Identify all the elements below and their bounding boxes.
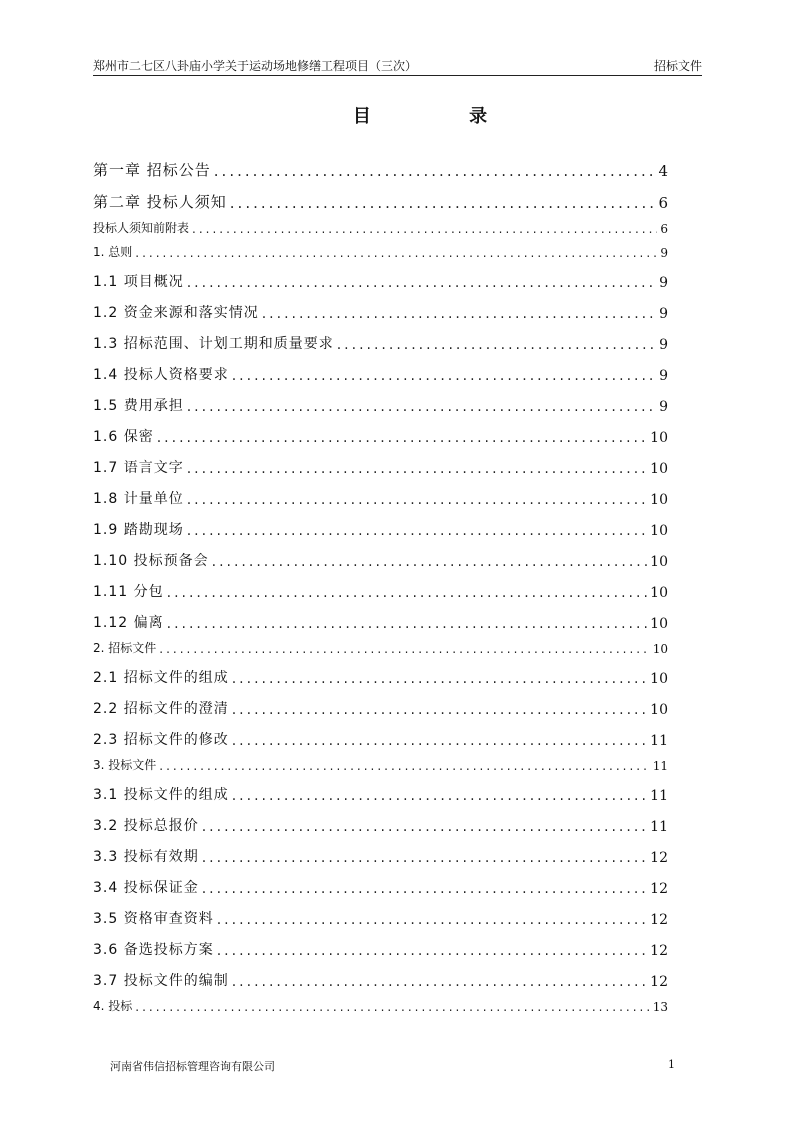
toc-dot-leader — [217, 943, 647, 959]
toc-entry-page: 10 — [652, 642, 668, 656]
toc-entry[interactable] — [93, 835, 668, 866]
toc-entry[interactable] — [93, 446, 668, 477]
toc-dot-leader — [232, 733, 647, 749]
toc-entry-label: 1.12 偏离 — [93, 615, 164, 631]
toc-entry-label: 1.5 费用承担 — [93, 398, 184, 414]
toc-entry[interactable] — [93, 322, 668, 353]
toc-entry-label: 1.2 资金来源和落实情况 — [93, 305, 259, 321]
toc-entry[interactable] — [93, 353, 668, 384]
toc-entry-label: 1.9 踏勘现场 — [93, 522, 184, 538]
toc-entry[interactable] — [93, 415, 668, 446]
toc-entry-page: 9 — [659, 399, 668, 415]
toc-entry-page: 10 — [650, 554, 668, 570]
toc-entry-page: 11 — [650, 788, 668, 804]
toc-entry-page: 12 — [650, 881, 668, 897]
toc-entry-label: 1.10 投标预备会 — [93, 553, 209, 569]
toc-entry-page: 11 — [650, 819, 668, 835]
toc-entry[interactable] — [93, 656, 668, 687]
toc-dot-leader — [187, 275, 656, 291]
toc-dot-leader — [232, 702, 647, 718]
toc-entry-label: 3.1 投标文件的组成 — [93, 787, 229, 803]
toc-dot-leader — [192, 222, 657, 236]
toc-entry-page: 10 — [650, 585, 668, 601]
toc-entry-page: 9 — [659, 275, 668, 291]
toc-entry-page: 10 — [650, 461, 668, 477]
toc-entry-label: 1.8 计量单位 — [93, 491, 184, 507]
toc-entry-label: 4. 投标 — [93, 999, 133, 1013]
toc-entry[interactable] — [93, 508, 668, 539]
toc-title: 目 录 — [352, 106, 534, 127]
toc-dot-leader — [232, 368, 656, 384]
toc-entry-page: 12 — [650, 974, 668, 990]
toc-entry[interactable] — [93, 570, 668, 601]
header-project-name: 郑州市二七区八卦庙小学关于运动场地修缮工程项目（三次） — [93, 59, 418, 73]
toc-entry-label: 3.2 投标总报价 — [93, 818, 199, 834]
table-of-contents — [93, 148, 668, 1014]
footer-company: 河南省伟信招标管理咨询有限公司 — [110, 1060, 275, 1073]
toc-dot-leader — [167, 616, 648, 632]
toc-entry-page: 12 — [650, 912, 668, 928]
toc-entry-page: 9 — [659, 337, 668, 353]
toc-entry-page: 13 — [652, 1000, 668, 1014]
toc-dot-leader — [187, 492, 647, 508]
toc-entry-label: 投标人须知前附表 — [93, 221, 190, 235]
toc-entry-label: 1.3 招标范围、计划工期和质量要求 — [93, 336, 334, 352]
toc-dot-leader — [232, 788, 647, 804]
toc-entry-label: 3.5 资格审查资料 — [93, 911, 214, 927]
toc-entry-page: 6 — [660, 222, 668, 236]
toc-entry-page: 10 — [650, 671, 668, 687]
toc-entry-label: 2.1 招标文件的组成 — [93, 670, 229, 686]
toc-entry-label: 3.3 投标有效期 — [93, 849, 199, 865]
toc-entry-page: 4 — [658, 162, 668, 180]
toc-entry[interactable] — [93, 260, 668, 291]
toc-entry-label: 1. 总则 — [93, 245, 133, 259]
toc-entry-page: 10 — [650, 430, 668, 446]
page-header — [93, 57, 702, 76]
toc-entry[interactable] — [93, 601, 668, 632]
toc-entry[interactable] — [93, 539, 668, 570]
toc-entry[interactable] — [93, 928, 668, 959]
toc-entry-page: 9 — [659, 306, 668, 322]
toc-entry[interactable] — [93, 749, 668, 773]
toc-entry-label: 3. 投标文件 — [93, 758, 157, 772]
toc-dot-leader — [337, 337, 656, 353]
toc-entry-label: 1.11 分包 — [93, 584, 164, 600]
toc-entry[interactable] — [93, 148, 668, 180]
toc-entry[interactable] — [93, 632, 668, 656]
toc-dot-leader — [212, 554, 648, 570]
toc-dot-leader — [230, 194, 656, 212]
toc-dot-leader — [167, 585, 648, 601]
toc-dot-leader — [202, 819, 647, 835]
toc-entry-label: 2.3 招标文件的修改 — [93, 732, 229, 748]
toc-entry[interactable] — [93, 384, 668, 415]
toc-entry-label: 第二章 投标人须知 — [93, 193, 227, 211]
toc-dot-leader — [135, 246, 657, 260]
toc-entry[interactable] — [93, 866, 668, 897]
toc-dot-leader — [217, 912, 647, 928]
toc-entry[interactable] — [93, 897, 668, 928]
toc-entry-label: 2. 招标文件 — [93, 641, 157, 655]
toc-dot-leader — [202, 881, 647, 897]
toc-entry-label: 第一章 招标公告 — [93, 161, 211, 179]
toc-entry-page: 9 — [660, 246, 668, 260]
toc-entry-page: 10 — [650, 702, 668, 718]
toc-entry[interactable] — [93, 773, 668, 804]
toc-entry[interactable] — [93, 180, 668, 212]
toc-dot-leader — [135, 1000, 649, 1014]
toc-entry-page: 9 — [659, 368, 668, 384]
toc-entry-page: 11 — [652, 759, 668, 773]
toc-dot-leader — [159, 759, 649, 773]
toc-entry-page: 10 — [650, 616, 668, 632]
toc-entry-label: 1.7 语言文字 — [93, 460, 184, 476]
toc-entry-label: 3.7 投标文件的编制 — [93, 973, 229, 989]
toc-dot-leader — [157, 430, 647, 446]
toc-dot-leader — [232, 671, 647, 687]
toc-dot-leader — [214, 162, 656, 180]
toc-dot-leader — [187, 461, 647, 477]
toc-entry[interactable] — [93, 477, 668, 508]
toc-entry-label: 3.4 投标保证金 — [93, 880, 199, 896]
toc-entry-label: 2.2 招标文件的澄清 — [93, 701, 229, 717]
toc-entry-page: 12 — [650, 943, 668, 959]
toc-entry[interactable] — [93, 212, 668, 236]
toc-entry[interactable] — [93, 718, 668, 749]
toc-entry-label: 1.1 项目概况 — [93, 274, 184, 290]
toc-dot-leader — [187, 399, 656, 415]
toc-entry-label: 1.6 保密 — [93, 429, 154, 445]
toc-entry[interactable] — [93, 804, 668, 835]
toc-entry[interactable] — [93, 236, 668, 260]
toc-entry[interactable] — [93, 959, 668, 990]
toc-entry-page: 12 — [650, 850, 668, 866]
toc-dot-leader — [202, 850, 647, 866]
toc-entry-page: 10 — [650, 523, 668, 539]
toc-dot-leader — [159, 642, 649, 656]
toc-entry-label: 1.4 投标人资格要求 — [93, 367, 229, 383]
header-doc-type: 招标文件 — [653, 59, 702, 73]
toc-entry-page: 11 — [650, 733, 668, 749]
toc-entry[interactable] — [93, 291, 668, 322]
toc-dot-leader — [187, 523, 647, 539]
toc-entry-page: 10 — [650, 492, 668, 508]
toc-dot-leader — [262, 306, 656, 322]
toc-entry[interactable] — [93, 687, 668, 718]
toc-entry-page: 6 — [658, 194, 668, 212]
toc-dot-leader — [232, 974, 647, 990]
toc-entry-label: 3.6 备选投标方案 — [93, 942, 214, 958]
footer-page-number: 1 — [668, 1058, 675, 1071]
toc-entry[interactable] — [93, 990, 668, 1014]
